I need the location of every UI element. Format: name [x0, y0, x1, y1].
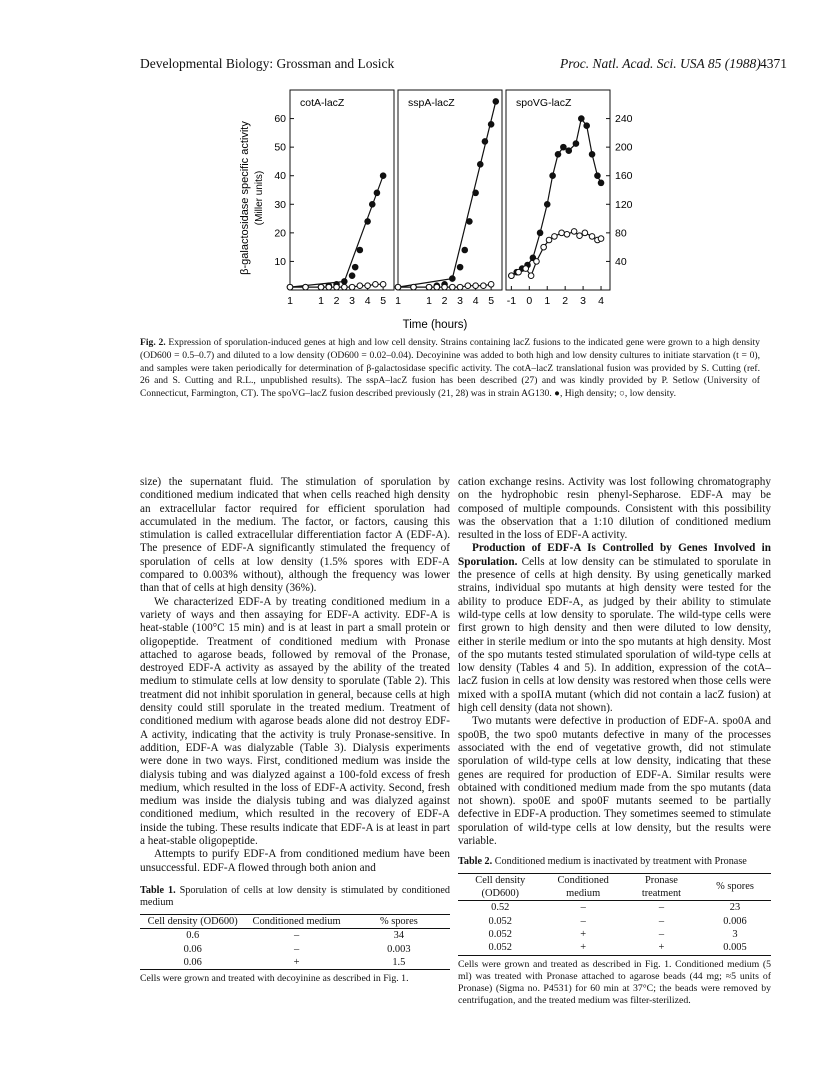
x-tick-label: 3 — [580, 295, 587, 307]
y-tick-label: 50 — [274, 141, 286, 154]
low-density-point — [481, 283, 487, 289]
high-density-point — [589, 151, 595, 157]
section-heading: Production of EDF-A Is Controlled by Genes Involved in Sporulation. — [458, 542, 771, 568]
high-density-point — [537, 230, 543, 236]
high-density-point — [477, 161, 483, 167]
x-tick-label: 2 — [562, 295, 569, 307]
paragraph: We characterized EDF-A by treating conditioned medium in a variety of ways and then assaying for EDF-A activity. EDF-A is heat-stable (100°C 15 min) and is at least in part a small protein or oligopeptide. Treatment of conditioned medium with Pronase attached to agarose beads, followed by removal of the Pronase, destroyed EDF-A activity as assayed by the ability of the treated medium to stimulate cells at low density to sporulate (Table 2). This treatment did not inhibit sporulation in general, because cells at high density could still sporulate in the treated medium. Treatment of conditioned medium with agarose beads alone did not destroy EDF-A activity, indicating that the activity is truly Pronase-sensitive. In addition, EDF-A was dialyzable (Table 3). Dialysis experiments were done in two ways. First, conditioned medium was inside the dialysis tubing and was dialyzed against a 100-fold excess of fresh medium, which resulted in the loss of EDF-A activity. Second, fresh medium was inside the dialysis tubing and was dialyzed against conditioned medium, which resulted in the recovery of EDF-A inside the tubing. These results indicate that EDF-A is at least in part a heat-stable oligopeptide. — [140, 595, 450, 848]
low-density-point — [373, 281, 379, 287]
high-density-point — [561, 144, 567, 150]
table-cell: – — [580, 902, 586, 914]
y-tick-label: 80 — [615, 227, 627, 240]
high-density-point — [357, 247, 363, 253]
low-density-point — [516, 269, 522, 275]
high-density-point — [555, 151, 561, 157]
low-density-point — [411, 284, 417, 290]
table-1-grid — [140, 914, 450, 970]
y-tick-label: 120 — [615, 198, 633, 211]
high-density-point — [595, 173, 601, 179]
high-density-point — [493, 99, 499, 105]
table-cell: – — [658, 902, 665, 914]
table-cell: – — [293, 930, 300, 942]
figure-2 — [220, 80, 640, 350]
low-density-point — [589, 234, 595, 240]
column-header: Pronase treatment — [641, 874, 682, 900]
table-row — [140, 956, 450, 970]
x-tick-label: 3 — [457, 295, 464, 307]
low-density-point — [552, 234, 558, 240]
table-cell: 0.6 — [186, 930, 200, 942]
high-density-point — [584, 123, 590, 129]
high-density-point — [566, 148, 572, 154]
table-2-lead: Table 2. — [458, 856, 493, 868]
column-header: Cell density (OD600) — [147, 915, 238, 927]
x-tick-label: 2 — [441, 295, 448, 307]
column-header: Conditioned medium — [557, 874, 609, 900]
x-tick-label: 3 — [349, 295, 356, 307]
section-text: Cells at low density can be stimulated to sporulate in the presence of cells at high density. By using genetically marked strains, individual spo mutants at high density were tested for the ability to produce EDF-A, as judged by their ability to stimulate wild-type cells at low density to sporulate. The wild-type cells were first grown to high density and then were diluted to low density, either in sterile medium or into the spo mutants at high density. Most of the spo mutants tested stimulated sporulation of wild-type cells at low density (Tables 4 and 5). In addition, expression of the cotA–lacZ fusion in cells at low density was restored when those cells were mixed with a spoIIA mutant (which did not contain a lacZ fusion) at high cell density (data not shown). — [458, 555, 771, 715]
low-density-point — [442, 284, 448, 290]
table-1-caption — [140, 885, 450, 910]
low-density-point — [582, 230, 588, 236]
journal-citation: Proc. Natl. Acad. Sci. USA 85 (1988) — [560, 56, 761, 71]
table-cell: 0.06 — [183, 943, 202, 955]
table-cell: 0.052 — [488, 915, 512, 927]
low-density-point — [334, 284, 340, 290]
high-density-point — [342, 279, 348, 285]
table-1-title: Sporulation of cells at low density is stimulated by conditioned medium — [140, 884, 450, 909]
column-header: % spores — [716, 881, 754, 893]
left-column — [140, 476, 450, 985]
low-density-point — [571, 229, 577, 235]
low-density-point — [523, 266, 529, 272]
table-1-lead: Table 1. — [140, 884, 176, 896]
x-tick-label: 1 — [287, 295, 293, 307]
panel-0 — [274, 90, 394, 307]
table-2-caption — [458, 856, 771, 869]
high-density-line — [290, 176, 383, 287]
low-density-point — [465, 283, 471, 289]
table-cell: 0.52 — [491, 902, 510, 914]
high-density-point — [352, 264, 358, 270]
high-density-point — [450, 276, 456, 282]
table-cell: – — [293, 943, 300, 955]
column-header: % spores — [379, 915, 418, 927]
high-density-point — [482, 139, 488, 145]
low-density-point — [380, 281, 386, 287]
table-2-title: Conditioned medium is inactivated by treatment with Pronase — [494, 856, 747, 868]
y-tick-label: 20 — [274, 227, 286, 240]
y-tick-label: 30 — [274, 198, 286, 211]
high-density-point — [380, 173, 386, 179]
table-cell: 0.06 — [183, 956, 202, 968]
page-number: 4371 — [760, 56, 787, 71]
high-density-point — [457, 264, 463, 270]
low-density-point — [509, 273, 515, 279]
table-cell: – — [658, 929, 665, 940]
x-axis-label: Time (hours) — [402, 319, 468, 331]
x-tick-label: 1 — [318, 295, 324, 307]
y-tick-label: 240 — [615, 113, 633, 126]
y-tick-label: 200 — [615, 141, 633, 154]
low-density-point — [488, 281, 494, 287]
low-density-point — [342, 284, 348, 290]
table-cell: 0.003 — [387, 943, 411, 955]
x-tick-label: 5 — [488, 295, 495, 307]
panel-frame — [398, 90, 502, 290]
paragraph: Attempts to purify EDF-A from conditioned medium have been unsuccessful. EDF-A flowed through both anion and — [140, 848, 450, 874]
high-density-point — [550, 173, 556, 179]
panel-2 — [506, 90, 633, 307]
panel-title: sspA-lacZ — [408, 97, 455, 109]
table-cell: + — [658, 942, 665, 954]
high-density-point — [573, 141, 579, 147]
table-cell: + — [293, 956, 300, 968]
panel-frame — [506, 90, 610, 290]
low-density-point — [457, 284, 463, 290]
low-density-point — [546, 237, 552, 243]
section-paragraph — [458, 542, 771, 715]
figure-2-caption — [140, 337, 760, 401]
paragraph: Two mutants were defective in production of EDF-A. spo0A and spo0B, the two spo0 mutants defective in many of the processes associated with the end of vegetative growth, did not stimulate sporulation of wild-type cells at low density, indicating that these genes are required for production of EDF-A. Similar results were obtained with conditioned medium made from the spo mutants (data not shown). spo0E and spo0F mutants seemed to be partially defective in EDF-A production. They sometimes seemed to stimulate sporulation of wild-type cells at low density, but the results were variable. — [458, 715, 771, 848]
x-tick-label: 4 — [364, 295, 371, 307]
table-2 — [458, 856, 771, 1007]
high-density-point — [488, 121, 494, 127]
low-density-point — [598, 236, 604, 242]
table-cell: + — [580, 942, 587, 954]
high-density-point — [374, 190, 380, 196]
y-tick-label: 40 — [615, 255, 627, 268]
table-1-footnote: Cells were grown and treated with decoyinine as described in Fig. 1. — [140, 973, 409, 985]
low-density-point — [434, 284, 440, 290]
table-2-grid — [458, 873, 771, 956]
y-axis-unit-label: (Miller units) — [254, 170, 265, 226]
low-density-point — [426, 284, 432, 290]
x-tick-label: 1 — [426, 295, 432, 307]
figure-caption-lead: Fig. 2. — [140, 337, 166, 348]
table-row — [458, 928, 771, 941]
table-cell: 0.006 — [723, 915, 747, 927]
right-column — [458, 476, 771, 1008]
x-tick-label: 1 — [544, 295, 551, 307]
low-density-point — [349, 284, 355, 290]
table-row — [140, 929, 450, 943]
column-header: Cell density (OD600) — [475, 874, 526, 900]
low-density-point — [541, 244, 547, 250]
x-tick-label: 0 — [526, 295, 533, 307]
table-row — [458, 915, 771, 928]
high-density-point — [467, 219, 473, 225]
table-cell: 23 — [729, 902, 741, 914]
table-cell: 1.5 — [392, 956, 406, 968]
high-density-point — [579, 116, 585, 122]
table-cell: – — [580, 915, 586, 927]
low-density-point — [577, 233, 583, 239]
table-cell: 3 — [732, 929, 738, 940]
table-cell: 0.005 — [723, 942, 747, 954]
low-density-point — [534, 259, 540, 265]
figure-caption-text: Expression of sporulation-induced genes at high and low cell density. Strains containing lacZ fusions to the indicated gene were grown to a high density (OD600 = 0.5–0.7) and diluted to a low density (OD600 = 0.02–0.04). Decoyinine was added to both high and low density cultures to initiate starvation (t = 0), and samples were taken periodically for determination of β-galactosidase specific activity. The cotA–lacZ translational fusion was provided by S. Cutting (ref. 26 and S. Cutting and R.L., unpublished results). The sspA–lacZ fusion has been described (27) and was kindly provided by P. Setlow (University of Connecticut, Farmington, CT). The spoVG–lacZ fusion described previously (21, 28) was in strain AG130. ●, High density; ○, low density. — [140, 337, 760, 400]
table-cell: 0.052 — [488, 929, 512, 940]
paragraph: cation exchange resins. Activity was lost following chromatography on the hydrophobic resin phenyl-Sepharose. EDF-A may be composed of multiple compounds. Consistent with this possibility was the observation that a 1:10 dilution of conditioned medium resulted in the loss of EDF-A activity. — [458, 476, 771, 542]
high-density-point — [349, 273, 355, 279]
high-density-line — [511, 119, 601, 276]
high-density-point — [544, 201, 550, 207]
high-density-point — [462, 247, 468, 253]
x-tick-label: -1 — [506, 295, 517, 307]
high-density-point — [369, 201, 375, 207]
x-tick-label: 2 — [333, 295, 340, 307]
low-density-point — [559, 230, 565, 236]
table-2-footnote: Cells were grown and treated as described in Fig. 1. Conditioned medium (5 ml) was treated with Pronase attached to agarose beads (44 mg; ≈5 units of Pronase) (Sigma no. P4531) for 60 min at 37°C; the beads were removed by centrifugation, and the treated medium was filter-sterilized. — [458, 958, 771, 1007]
column-header: Conditioned medium — [252, 915, 341, 927]
y-tick-label: 60 — [274, 113, 286, 126]
x-tick-label: 5 — [380, 295, 387, 307]
running-header-left: Developmental Biology: Grossman and Losick — [140, 56, 395, 71]
y-tick-label: 10 — [274, 255, 286, 268]
low-density-point — [528, 273, 534, 279]
x-tick-label: 4 — [472, 295, 479, 307]
table-1 — [140, 885, 450, 985]
table-row — [458, 941, 771, 955]
high-density-line — [398, 101, 496, 287]
high-density-point — [473, 190, 479, 196]
table-cell: + — [580, 929, 587, 940]
low-density-point — [473, 283, 479, 289]
table-cell: 0.052 — [488, 942, 512, 954]
table-row — [458, 901, 771, 915]
low-density-point — [357, 283, 363, 289]
y-axis-label: β-galactosidase specific activity — [239, 121, 251, 275]
low-density-point — [564, 231, 570, 237]
table-row — [140, 943, 450, 956]
table-cell: 34 — [393, 930, 405, 942]
low-density-point — [287, 284, 293, 290]
x-tick-label: 1 — [395, 295, 401, 307]
low-density-point — [303, 284, 309, 290]
panel-title: cotA-lacZ — [300, 97, 345, 109]
panel-1 — [395, 90, 502, 307]
high-density-point — [365, 219, 371, 225]
low-density-point — [450, 284, 456, 290]
y-tick-label: 160 — [615, 170, 633, 183]
figure-2-chart — [220, 80, 640, 350]
low-density-point — [326, 284, 332, 290]
paragraph: size) the supernatant fluid. The stimulation of sporulation by conditioned medium indicated that when cells reached high density an extracellular factor required for efficient sporulation had accumulated in the medium. The factor, or factors, causing this stimulation is called extracellular differentiation factor A (EDF-A). The presence of EDF-A significantly stimulated the frequency of sporulation of cells at low density (1.5% spores with EDF-A compared to 0.003% without), although the frequency was lower than that of cells at high density (36%). — [140, 476, 450, 595]
panel-title: spoVG-lacZ — [516, 97, 572, 109]
table-cell: – — [658, 915, 665, 927]
low-density-point — [365, 283, 371, 289]
x-tick-label: 4 — [598, 295, 604, 307]
low-density-point — [318, 284, 324, 290]
high-density-point — [598, 180, 604, 186]
low-density-point — [395, 284, 401, 290]
y-tick-label: 40 — [274, 170, 286, 183]
